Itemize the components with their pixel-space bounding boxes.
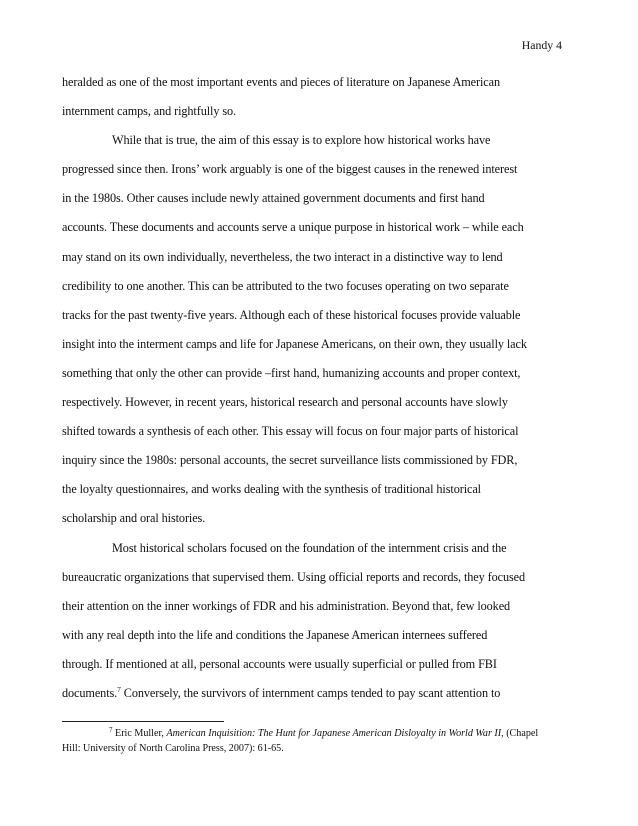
body-line-text: heralded as one of the most important events and pieces of literature on Japanese American [62, 75, 500, 89]
body-line [62, 363, 576, 392]
body-line [62, 72, 576, 101]
body-line-text: internment camps, and rightfully so. [62, 104, 236, 119]
body-line [62, 479, 576, 508]
body-line-text: something that only the other can provide –first hand, humanizing accounts and proper context, [62, 365, 521, 380]
body-line-text: Most historical scholars focused on the foundation of the internment crisis and the [112, 540, 507, 555]
body-text [62, 72, 576, 712]
footnote-number: 7 [109, 726, 113, 734]
body-line [62, 625, 576, 654]
body-line [62, 654, 576, 683]
body-line-text: the loyalty questionnaires, and works dealing with the synthesis of traditional historical [62, 482, 481, 497]
body-line-text: their attention on the inner workings of FDR and his administration. Beyond that, few looked [62, 598, 511, 613]
body-line-text: insight into the interment camps and life for Japanese Americans, on their own, they usually lack [62, 336, 527, 351]
body-line [62, 683, 576, 712]
body-line [62, 305, 576, 334]
body-line-text: scholarship and oral histories. [62, 511, 206, 526]
body-line [62, 247, 576, 276]
body-line-text: documents. [62, 685, 118, 700]
footnote [62, 727, 576, 756]
body-line [62, 334, 576, 363]
body-line [62, 567, 576, 596]
body-line-text: respectively. However, in recent years, historical research and personal accounts have slowly [62, 395, 508, 410]
footnote-title: American Inquisition: The Hunt for Japanese American Disloyalty in World War II, [166, 728, 504, 739]
body-line-text: tracks for the past twenty-five years. Although each of these historical focuses provide valuable [62, 307, 521, 322]
body-line-text: shifted towards a synthesis of each other. This essay will focus on four major parts of historical [62, 424, 519, 439]
footnote-author: Eric Muller, [112, 728, 167, 739]
body-line-text: progressed since then. Irons’ work arguably is one of the biggest causes in the renewed interest [62, 162, 518, 177]
body-line [62, 538, 576, 567]
body-line-text: may stand on its own individually, nevertheless, the two interact in a distinctive way to lend [62, 249, 503, 264]
body-line-text: through. If mentioned at all, personal accounts were usually superficial or pulled from FBI [62, 656, 497, 671]
body-line [62, 101, 576, 130]
body-line [62, 450, 576, 479]
footnote-line-1 [62, 727, 576, 742]
body-line [62, 130, 576, 159]
body-line [62, 159, 576, 188]
body-line [62, 276, 576, 305]
body-line [62, 392, 576, 421]
running-head: Handy 4 [521, 38, 562, 52]
footnote-rest: (Chapel [503, 728, 539, 739]
body-line-text-continued: Conversely, the survivors of internment camps tended to pay scant attention to [120, 685, 501, 700]
body-line [62, 508, 576, 537]
body-line [62, 421, 576, 450]
footnote-line-2: Hill: University of North Carolina Press, 2007): 61-65. [62, 742, 284, 754]
footnote-reference[interactable]: 7 [117, 684, 121, 694]
body-line-text: accounts. These documents and accounts serve a unique purpose in historical work – while each [62, 220, 524, 235]
body-line [62, 217, 576, 246]
body-line-text: bureaucratic organizations that supervised them. Using official reports and records, they focused [62, 569, 526, 584]
body-line-text: in the 1980s. Other causes include newly attained government documents and first hand [62, 191, 485, 206]
body-line-text: inquiry since the 1980s: personal accounts, the secret surveillance lists commissioned by FDR, [62, 453, 518, 468]
body-line [62, 188, 576, 217]
body-line [62, 596, 576, 625]
body-line-text: with any real depth into the life and conditions the Japanese American internees suffered [62, 627, 488, 642]
footnote-separator [62, 721, 224, 722]
body-line-text: credibility to one another. This can be attributed to the two focuses operating on two separate [62, 278, 509, 293]
body-line-text: While that is true, the aim of this essay is to explore how historical works have [112, 133, 491, 148]
